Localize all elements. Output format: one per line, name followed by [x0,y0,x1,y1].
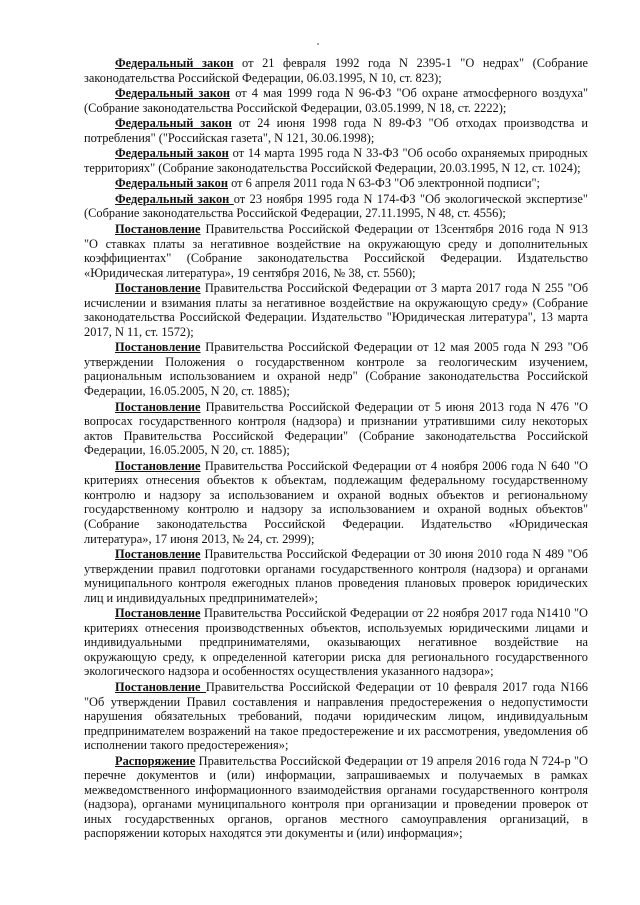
entry-11 [84,547,588,605]
law-type[interactable]: Постановление [115,222,201,237]
entry-text: Правительства Российской Федерации от 13сентября 2016 года N 913 "О ставках платы за негативное воздействие на окружающую среду и дополнительных коэффициентах" (Собрание законодательства Российской Федерации. Издательство «Юридическая литература», 19 сентября 2016, № 38, ст. 5560); [84,222,588,280]
law-type[interactable]: Федеральный закон [115,116,232,131]
entry-text: от 24 июня 1998 года N 89-ФЗ "Об отходах производства и потребления" ("Российская газета", N 121, 30.06.1998); [84,116,588,145]
entry-9 [84,400,588,458]
entry-2 [84,116,588,145]
entry-3 [84,146,588,175]
law-type[interactable]: Распоряжение [115,753,196,768]
document-page [84,56,588,842]
entry-12 [84,606,588,679]
entry-text: от 21 февраля 1992 года N 2395-1 "О недрах" (Собрание законодательства Российской Федерации, 06.03.1995, N 10, ст. 823); [84,56,588,85]
entry-1 [84,86,588,115]
entry-text: от 6 апреля 2011 года N 63-ФЗ "Об электронной подписи"; [227,176,540,191]
entry-text: от 23 ноября 1995 года N 174-ФЗ "Об экологической экспертизе" (Собрание законодательства Российской Федерации, 27.11.1995, N 48, ст. 4556); [84,191,588,221]
law-type[interactable]: Постановление [115,340,201,355]
entry-6 [84,222,588,280]
entry-4 [84,176,588,191]
law-type[interactable]: Федеральный закон [115,191,234,206]
law-type[interactable]: Постановление [115,399,201,414]
law-type[interactable]: Федеральный закон [115,146,229,161]
entry-text: Правительства Российской Федерации от 12 мая 2005 года N 293 "Об утверждении Положения о государственном контроле за геологическим изучением, рациональным использованием и охраной недр" (Собрание законодательства Российской Федерации, 16.05.2005, N 20, ст. 1885); [84,340,588,399]
entry-text: Правительства Российской Федерации от 3 марта 2017 года N 255 "Об исчислении и взимания платы за негативное воздействие на окружающую среду» (Собрание законодательства Российской Федерации. Издательство "Юридическая литература", 13 марта 2017, N 11, ст. 1572); [84,281,588,339]
entry-text: Правительства Российской Федерации от 19 апреля 2016 года N 724-р "О перечне документов и (или) информации, запрашиваемых и получаемых в рамках межведомственного информационного взаимодействия органами государственного контроля (надзора), органами муниципального контроля при организации и проведении проверок от иных государственных органов, органов местного самоуправления организаций, в распоряжении которых находятся эти документы и (или) информация»; [84,753,588,841]
entry-10 [84,459,588,546]
entry-14 [84,754,588,841]
entry-7 [84,281,588,339]
entry-0 [84,56,588,85]
entry-13 [84,680,588,753]
law-type[interactable]: Постановление [115,547,201,562]
entry-text: Правительства Российской Федерации от 10 февраля 2017 года N166 "Об утверждении Правил составления и направления предостережения о недопустимости нарушения обязательных требований, подачи юридическим лицом, индивидуальным предпринимателем возражений на такое предостережение и их рассмотрения, уведомления об исполнении такого предостережения»; [84,679,589,753]
entry-text: от 4 мая 1999 года N 96-ФЗ "Об охране атмосферного воздуха" (Собрание законодательства Российской Федерации, 03.05.1999, N 18, ст. 2222); [84,86,589,115]
law-type[interactable]: Федеральный закон [115,86,231,101]
law-type[interactable]: Федеральный закон [115,56,234,70]
entry-text: Правительства Российской Федерации от 30 июня 2010 года N 489 "Об утверждении правил подготовки органами государственного контроля (надзора) и органами муниципального контроля ежегодных планов проведения плановых проверок юридических лиц и индивидуальных предпринимателей»; [84,547,588,605]
law-type[interactable]: Постановление [115,458,201,473]
entry-text: Правительства Российской Федерации от 5 июня 2013 года N 476 "О вопросах государственного контроля (надзора) и признании утратившими силу некоторых актов Правительства Российской Федерации" (Собрание законодательства Российской Федерации, 16.05.2005, N 20, ст. 1885); [84,399,588,458]
law-type[interactable]: Постановление [115,281,201,296]
scan-dot [317,43,319,45]
entry-text: Правительства Российской Федерации от 4 ноября 2006 года N 640 "О критериях отнесения объектов к объектам, подлежащим федеральному государственному контролю и надзору за использованием и охраной водных объектов и региональному государственному контролю и надзору за использованием и охраной водных объектов" (Собрание законодательства Российской Федерации. Издательство «Юридическая литература», 17 июня 2013, № 24, ст. 2999); [84,458,588,546]
law-type[interactable]: Федеральный закон [115,176,228,191]
entry-5 [84,192,588,221]
entry-8 [84,340,588,398]
entry-text: Правительства Российской Федерации от 22 ноября 2017 года N1410 "О критериях отнесения производственных объектов, используемых юридическими лицами и индивидуальными предпринимателями, оказывающих негативное воздействие на окружающую среду, к определенной категории риска для регионального государственного экологического надзора и особенностях осуществления указанного надзора»; [84,606,588,679]
law-type[interactable]: Постановление [115,679,206,694]
law-type[interactable]: Постановление [115,606,201,621]
entry-text: от 14 марта 1995 года N 33-ФЗ "Об особо охраняемых природных территориях" (Собрание законодательства Российской Федерации, 20.03.1995, N 12, ст. 1024); [84,146,588,175]
